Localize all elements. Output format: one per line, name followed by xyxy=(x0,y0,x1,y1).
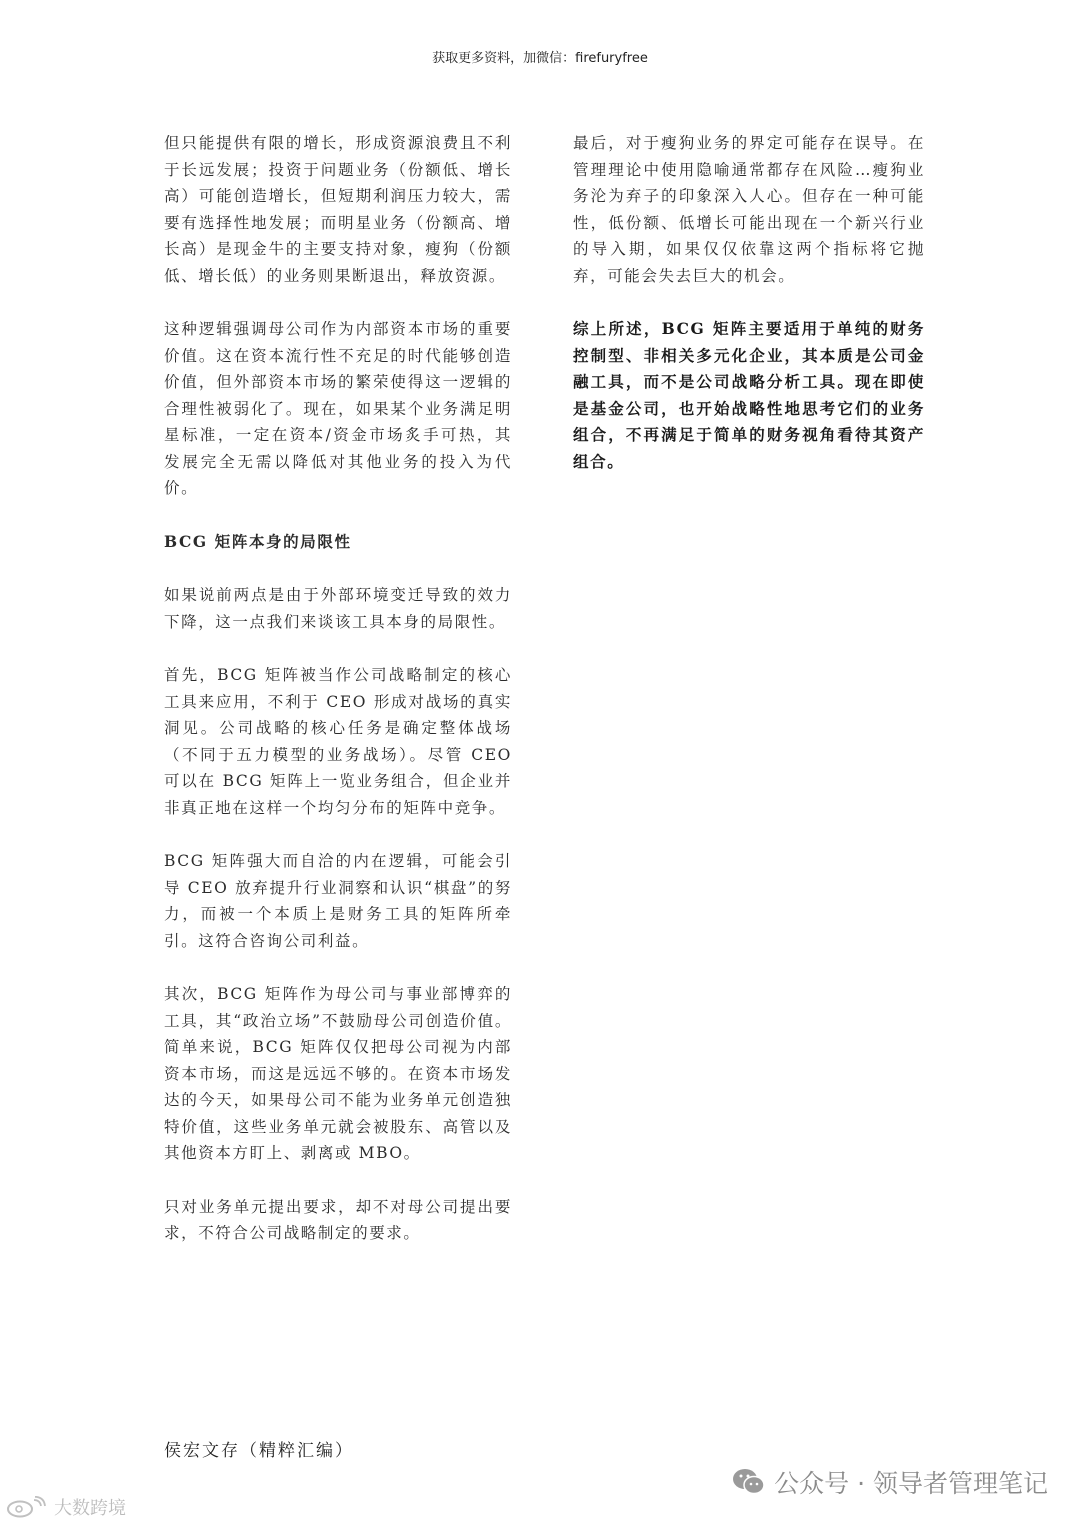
weibo-icon xyxy=(6,1496,50,1518)
wechat-watermark xyxy=(732,1462,1048,1502)
left-paragraph-3: 如果说前两点是由于外部环境变迁导致的效力下降，这一点我们来谈该工具本身的局限性。 xyxy=(164,586,512,631)
left-column xyxy=(164,130,512,1274)
right-paragraph-summary: 综上所述，BCG 矩阵主要适用于单纯的财务控制型、非相关多元化企业，其本质是公司金融工具，而不是公司战略分析工具。现在即使是基金公司，也开始战略性地思考它们的业务组合，不再满足于简单的财务视角看待其资产组合。 xyxy=(573,319,925,471)
header-promo: 获取更多资料，加微信：firefuryfree xyxy=(432,51,648,66)
right-column xyxy=(573,130,925,502)
wechat-icon xyxy=(732,1467,766,1497)
section-heading: BCG 矩阵本身的局限性 xyxy=(164,531,352,551)
left-paragraph-7: 只对业务单元提出要求，却不对母公司提出要求，不符合公司战略制定的要求。 xyxy=(164,1197,512,1242)
left-paragraph-6: 其次，BCG 矩阵作为母公司与事业部博弈的工具，其“政治立场”不鼓励母公司创造价值。简单来说，BCG 矩阵仅仅把母公司视为内部资本市场，而这是远远不够的。在资本市场发达的今天，如果母公司不能为业务单元创造独特价值，这些业务单元就会被股东、高管以及其他资本方盯上、剥离或 MBO。 xyxy=(164,985,512,1162)
left-paragraph-4: 首先，BCG 矩阵被当作公司战略制定的核心工具来应用，不利于 CEO 形成对战场的真实洞见。公司战略的核心任务是确定整体战场（不同于五力模型的业务战场）。尽管 CEO 可以在 BCG 矩阵上一览业务组合，但企业并非真正地在这样一个均匀分布的矩阵中竞争。 xyxy=(164,666,512,817)
left-paragraph-5: BCG 矩阵强大而自洽的内在逻辑，可能会引导 CEO 放弃提升行业洞察和认识“棋盘”的努力，而被一个本质上是财务工具的矩阵所牵引。这符合咨询公司利益。 xyxy=(164,852,512,950)
footer-title: 侯宏文存（精粹汇编） xyxy=(164,1441,354,1461)
right-paragraph-1: 最后，对于瘦狗业务的界定可能存在误导。在管理理论中使用隐喻通常都存在风险…瘦狗业务沦为弃子的印象深入人心。但存在一种可能性，低份额、低增长可能出现在一个新兴行业的导入期，如果仅仅依靠这两个指标将它抛弃，可能会失去巨大的机会。 xyxy=(573,134,925,285)
wechat-watermark-text: 公众号 · 领导者管理笔记 xyxy=(774,1469,1048,1498)
left-paragraph-1: 但只能提供有限的增长，形成资源浪费且不利于长远发展；投资于问题业务（份额低、增长高）可能创造增长，但短期利润压力较大，需要有选择性地发展；而明星业务（份额高、增长高）是现金牛的主要支持对象，瘦狗（份额低、增长低）的业务则果断退出，释放资源。 xyxy=(164,134,512,285)
weibo-watermark-text: 大数跨境 xyxy=(54,1498,126,1519)
weibo-watermark xyxy=(6,1494,126,1520)
left-paragraph-2: 这种逻辑强调母公司作为内部资本市场的重要价值。这在资本流行性不充足的时代能够创造价值，但外部资本市场的繁荣使得这一逻辑的合理性被弱化了。现在，如果某个业务满足明星标准，一定在资本/资金市场炙手可热，其发展完全无需以降低对其他业务的投入为代价。 xyxy=(164,320,512,497)
